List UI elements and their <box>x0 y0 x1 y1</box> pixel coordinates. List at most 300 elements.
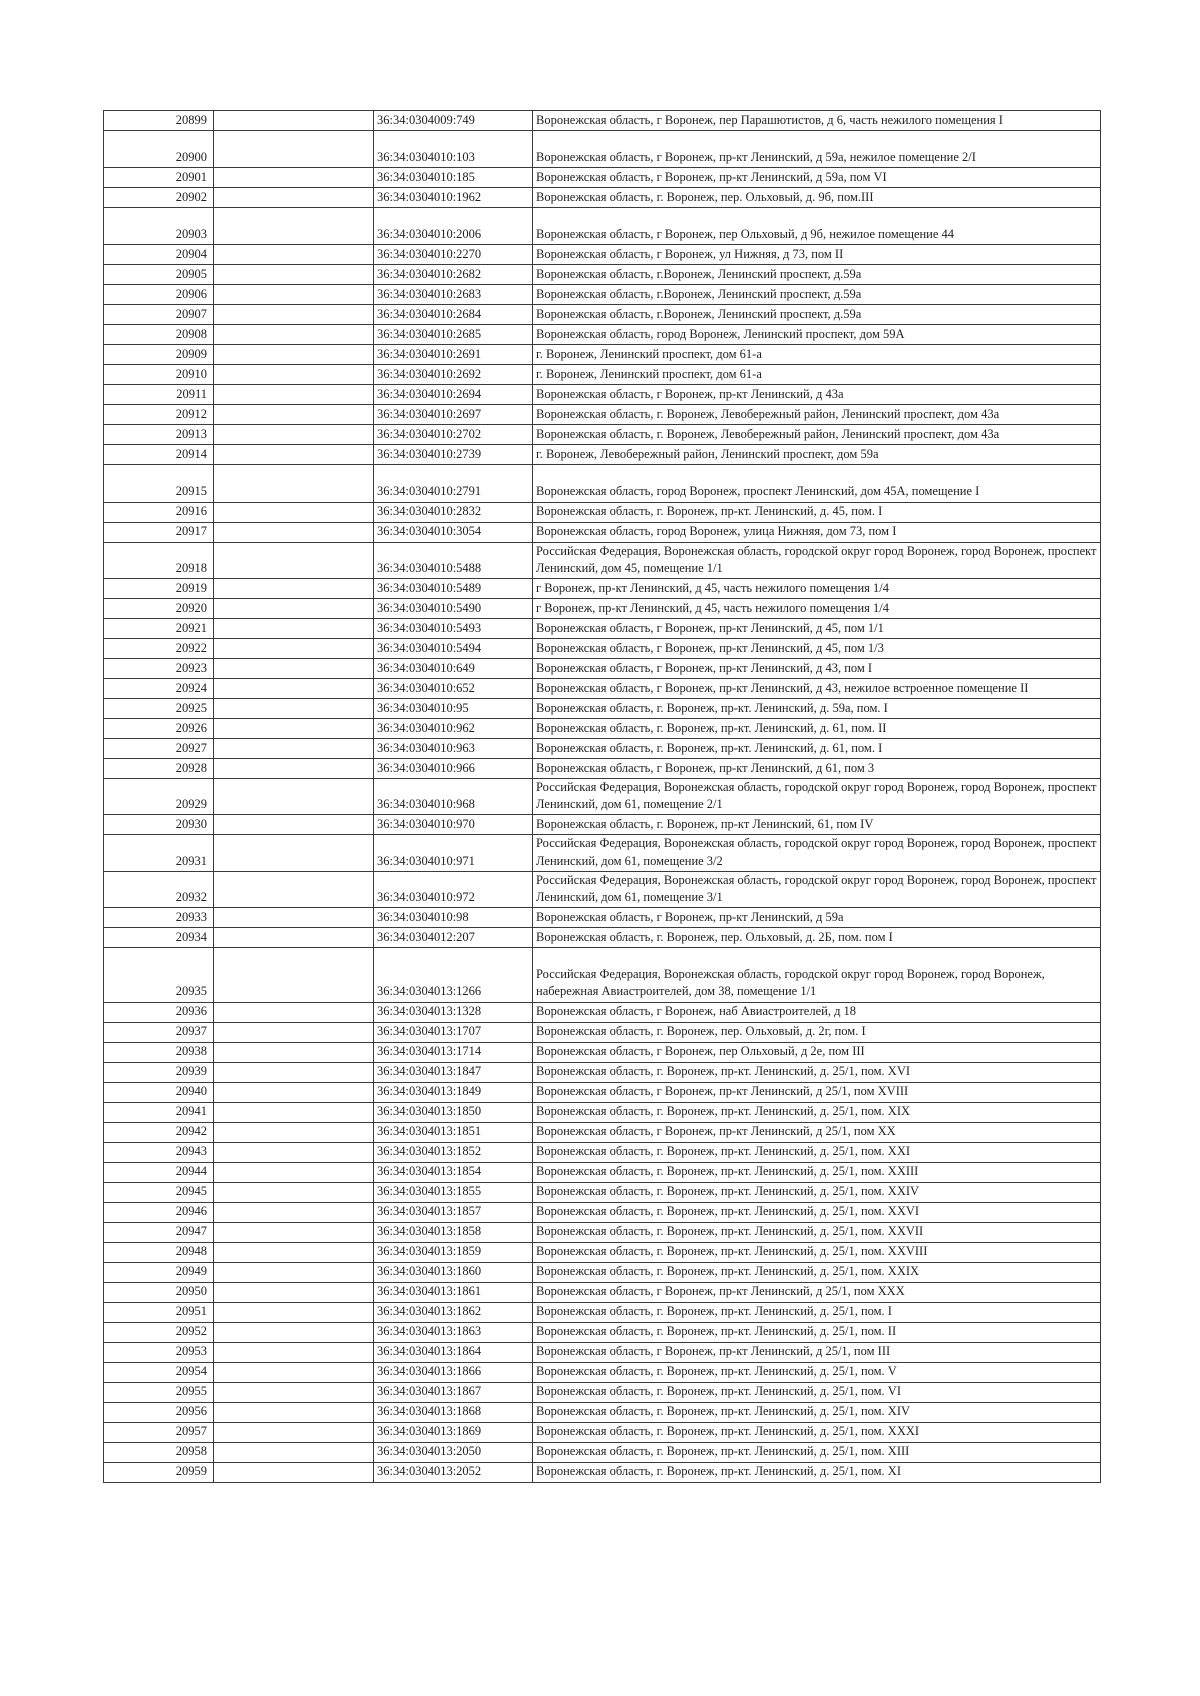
table-row <box>104 522 1101 542</box>
row-number-cell: 20958 <box>104 1442 214 1462</box>
row-number-cell: 20951 <box>104 1302 214 1322</box>
row-number-cell: 20937 <box>104 1022 214 1042</box>
row-number-cell: 20930 <box>104 815 214 835</box>
address-cell: Воронежская область, г Воронеж, пр-кт Ленинский, д 43, нежилое встроенное помещение II <box>533 679 1101 699</box>
table-row <box>104 719 1101 739</box>
empty-cell <box>214 908 374 928</box>
table-row <box>104 1282 1101 1302</box>
table-row <box>104 699 1101 719</box>
cadastral-number-cell: 36:34:0304010:2694 <box>374 385 533 405</box>
row-number-cell: 20929 <box>104 779 214 815</box>
empty-cell <box>214 659 374 679</box>
empty-cell <box>214 1062 374 1082</box>
cadastral-number-cell: 36:34:0304013:1707 <box>374 1022 533 1042</box>
address-cell: Воронежская область, г Воронеж, пр-кт Ленинский, д 61, пом 3 <box>533 759 1101 779</box>
row-number-cell: 20954 <box>104 1362 214 1382</box>
address-cell: Воронежская область, г. Воронеж, пр-кт. Ленинский, д. 25/1, пом. XXI <box>533 1142 1101 1162</box>
row-number-cell: 20923 <box>104 659 214 679</box>
empty-cell <box>214 1162 374 1182</box>
address-cell: Воронежская область, г Воронеж, пр-кт Ленинский, д 25/1, пом III <box>533 1342 1101 1362</box>
table-row <box>104 1162 1101 1182</box>
empty-cell <box>214 619 374 639</box>
address-cell: Воронежская область, г. Воронеж, Левобережный район, Ленинский проспект, дом 43а <box>533 405 1101 425</box>
table-row <box>104 405 1101 425</box>
address-cell: Воронежская область, г. Воронеж, пр-кт. Ленинский, д. 25/1, пом. XXVIII <box>533 1242 1101 1262</box>
cadastral-number-cell: 36:34:0304010:5493 <box>374 619 533 639</box>
row-number-cell: 20910 <box>104 365 214 385</box>
cadastral-number-cell: 36:34:0304010:98 <box>374 908 533 928</box>
table-row <box>104 1382 1101 1402</box>
row-number-cell: 20909 <box>104 345 214 365</box>
address-cell: Воронежская область, г. Воронеж, пр-кт Ленинский, 61, пом IV <box>533 815 1101 835</box>
empty-cell <box>214 1362 374 1382</box>
table-row <box>104 779 1101 815</box>
address-cell: Воронежская область, г Воронеж, пр-кт Ленинский, д 25/1, пом XXX <box>533 1282 1101 1302</box>
cadastral-number-cell: 36:34:0304013:1852 <box>374 1142 533 1162</box>
cadastral-number-cell: 36:34:0304010:2270 <box>374 245 533 265</box>
address-cell: Воронежская область, г. Воронеж, пр-кт. Ленинский, д. 25/1, пом. XIII <box>533 1442 1101 1462</box>
table-row <box>104 928 1101 948</box>
empty-cell <box>214 1082 374 1102</box>
empty-cell <box>214 131 374 168</box>
table-row <box>104 285 1101 305</box>
row-number-cell: 20925 <box>104 699 214 719</box>
address-cell: Воронежская область, г Воронеж, пер Парашютистов, д 6, часть нежилого помещения I <box>533 111 1101 131</box>
row-number-cell: 20927 <box>104 739 214 759</box>
row-number-cell: 20924 <box>104 679 214 699</box>
registry-table <box>103 110 1101 1483</box>
address-cell: Воронежская область, г. Воронеж, пр-кт. Ленинский, д. 25/1, пом. XVI <box>533 1062 1101 1082</box>
empty-cell <box>214 168 374 188</box>
cadastral-number-cell: 36:34:0304010:2682 <box>374 265 533 285</box>
table-row <box>104 168 1101 188</box>
address-cell: Воронежская область, г. Воронеж, пер. Ольховый, д. 2г, пом. I <box>533 1022 1101 1042</box>
row-number-cell: 20942 <box>104 1122 214 1142</box>
address-cell: Воронежская область, г. Воронеж, пр-кт. Ленинский, д. 25/1, пом. XXVII <box>533 1222 1101 1242</box>
cadastral-number-cell: 36:34:0304010:649 <box>374 659 533 679</box>
table-row <box>104 815 1101 835</box>
row-number-cell: 20904 <box>104 245 214 265</box>
cadastral-number-cell: 36:34:0304010:2684 <box>374 305 533 325</box>
address-cell: Российская Федерация, Воронежская область, городской округ город Воронеж, город Воронеж, набережная Авиастроителей, дом 38, помещение 1/1 <box>533 948 1101 1002</box>
cadastral-number-cell: 36:34:0304010:2685 <box>374 325 533 345</box>
cadastral-number-cell: 36:34:0304010:3054 <box>374 522 533 542</box>
empty-cell <box>214 325 374 345</box>
empty-cell <box>214 948 374 1002</box>
table-row <box>104 1222 1101 1242</box>
empty-cell <box>214 285 374 305</box>
address-cell: г Воронеж, пр-кт Ленинский, д 45, часть нежилого помещения 1/4 <box>533 599 1101 619</box>
empty-cell <box>214 1002 374 1022</box>
row-number-cell: 20950 <box>104 1282 214 1302</box>
table-row <box>104 425 1101 445</box>
address-cell: Воронежская область, г. Воронеж, пр-кт. Ленинский, д. 61, пом. II <box>533 719 1101 739</box>
row-number-cell: 20903 <box>104 208 214 245</box>
empty-cell <box>214 1322 374 1342</box>
address-cell: Российская Федерация, Воронежская область, городской округ город Воронеж, город Воронеж, проспект Ленинский, дом 61, помещение 3/1 <box>533 871 1101 907</box>
cadastral-number-cell: 36:34:0304009:749 <box>374 111 533 131</box>
cadastral-number-cell: 36:34:0304013:1854 <box>374 1162 533 1182</box>
table-row <box>104 1022 1101 1042</box>
cadastral-number-cell: 36:34:0304013:1867 <box>374 1382 533 1402</box>
cadastral-number-cell: 36:34:0304013:1328 <box>374 1002 533 1022</box>
address-cell: Воронежская область, г Воронеж, наб Авиастроителей, д 18 <box>533 1002 1101 1022</box>
empty-cell <box>214 1202 374 1222</box>
table-row <box>104 265 1101 285</box>
row-number-cell: 20917 <box>104 522 214 542</box>
empty-cell <box>214 815 374 835</box>
cadastral-number-cell: 36:34:0304013:1859 <box>374 1242 533 1262</box>
table-row <box>104 1062 1101 1082</box>
row-number-cell: 20935 <box>104 948 214 1002</box>
address-cell: Воронежская область, г. Воронеж, пр-кт. Ленинский, д. 25/1, пом. II <box>533 1322 1101 1342</box>
table-row <box>104 465 1101 502</box>
row-number-cell: 20936 <box>104 1002 214 1022</box>
address-cell: Воронежская область, г Воронеж, пер Ольховый, д 9б, нежилое помещение 44 <box>533 208 1101 245</box>
cadastral-number-cell: 36:34:0304010:1962 <box>374 188 533 208</box>
table-row <box>104 542 1101 578</box>
empty-cell <box>214 1142 374 1162</box>
address-cell: г. Воронеж, Ленинский проспект, дом 61-а <box>533 365 1101 385</box>
empty-cell <box>214 305 374 325</box>
empty-cell <box>214 522 374 542</box>
table-row <box>104 679 1101 699</box>
table-row <box>104 1042 1101 1062</box>
table-row <box>104 1082 1101 1102</box>
address-cell: Воронежская область, г Воронеж, пр-кт Ленинский, д 59а, нежилое помещение 2/I <box>533 131 1101 168</box>
cadastral-number-cell: 36:34:0304013:1855 <box>374 1182 533 1202</box>
table-row <box>104 1242 1101 1262</box>
empty-cell <box>214 1102 374 1122</box>
empty-cell <box>214 599 374 619</box>
table-row <box>104 131 1101 168</box>
cadastral-number-cell: 36:34:0304010:2006 <box>374 208 533 245</box>
empty-cell <box>214 188 374 208</box>
address-cell: Воронежская область, г Воронеж, пр-кт Ленинский, д 25/1, пом XVIII <box>533 1082 1101 1102</box>
empty-cell <box>214 1382 374 1402</box>
address-cell: Воронежская область, г.Воронеж, Ленинский проспект, д.59а <box>533 285 1101 305</box>
empty-cell <box>214 365 374 385</box>
table-row <box>104 1342 1101 1362</box>
row-number-cell: 20900 <box>104 131 214 168</box>
empty-cell <box>214 759 374 779</box>
address-cell: Воронежская область, г.Воронеж, Ленинский проспект, д.59а <box>533 265 1101 285</box>
table-row <box>104 345 1101 365</box>
cadastral-number-cell: 36:34:0304010:2692 <box>374 365 533 385</box>
table-row <box>104 639 1101 659</box>
row-number-cell: 20918 <box>104 542 214 578</box>
cadastral-number-cell: 36:34:0304010:962 <box>374 719 533 739</box>
table-row <box>104 305 1101 325</box>
empty-cell <box>214 928 374 948</box>
cadastral-number-cell: 36:34:0304010:972 <box>374 871 533 907</box>
table-row <box>104 948 1101 1002</box>
address-cell: г. Воронеж, Ленинский проспект, дом 61-а <box>533 345 1101 365</box>
empty-cell <box>214 1122 374 1142</box>
table-row <box>104 871 1101 907</box>
table-row <box>104 1182 1101 1202</box>
row-number-cell: 20907 <box>104 305 214 325</box>
address-cell: Воронежская область, г. Воронеж, пр-кт. Ленинский, д. 45, пом. I <box>533 502 1101 522</box>
table-row <box>104 188 1101 208</box>
row-number-cell: 20934 <box>104 928 214 948</box>
empty-cell <box>214 1022 374 1042</box>
address-cell: Воронежская область, г. Воронеж, пр-кт. Ленинский, д. 25/1, пом. XIX <box>533 1102 1101 1122</box>
table-row <box>104 208 1101 245</box>
empty-cell <box>214 835 374 871</box>
row-number-cell: 20949 <box>104 1262 214 1282</box>
row-number-cell: 20957 <box>104 1422 214 1442</box>
empty-cell <box>214 1422 374 1442</box>
cadastral-number-cell: 36:34:0304010:5488 <box>374 542 533 578</box>
cadastral-number-cell: 36:34:0304013:1847 <box>374 1062 533 1082</box>
row-number-cell: 20901 <box>104 168 214 188</box>
cadastral-number-cell: 36:34:0304013:1857 <box>374 1202 533 1222</box>
cadastral-number-cell: 36:34:0304013:1863 <box>374 1322 533 1342</box>
table-row <box>104 908 1101 928</box>
address-cell: Воронежская область, г. Воронеж, пр-кт. Ленинский, д. 25/1, пом. XXVI <box>533 1202 1101 1222</box>
address-cell: Российская Федерация, Воронежская область, городской округ город Воронеж, город Воронеж, проспект Ленинский, дом 61, помещение 3/2 <box>533 835 1101 871</box>
table-row <box>104 1262 1101 1282</box>
table-row <box>104 325 1101 345</box>
empty-cell <box>214 871 374 907</box>
cadastral-number-cell: 36:34:0304013:2052 <box>374 1462 533 1482</box>
empty-cell <box>214 265 374 285</box>
table-row <box>104 759 1101 779</box>
cadastral-number-cell: 36:34:0304010:971 <box>374 835 533 871</box>
row-number-cell: 20915 <box>104 465 214 502</box>
cadastral-number-cell: 36:34:0304013:1850 <box>374 1102 533 1122</box>
cadastral-number-cell: 36:34:0304012:207 <box>374 928 533 948</box>
address-cell: Российская Федерация, Воронежская область, городской округ город Воронеж, город Воронеж, проспект Ленинский, дом 45, помещение 1/1 <box>533 542 1101 578</box>
row-number-cell: 20921 <box>104 619 214 639</box>
empty-cell <box>214 719 374 739</box>
cadastral-number-cell: 36:34:0304013:1860 <box>374 1262 533 1282</box>
table-row <box>104 1302 1101 1322</box>
cadastral-number-cell: 36:34:0304010:2791 <box>374 465 533 502</box>
empty-cell <box>214 1342 374 1362</box>
registry-body <box>104 111 1101 1483</box>
address-cell: Воронежская область, г. Воронеж, Левобережный район, Ленинский проспект, дом 43а <box>533 425 1101 445</box>
address-cell: Воронежская область, г Воронеж, пр-кт Ленинский, д 59а, пом VI <box>533 168 1101 188</box>
cadastral-number-cell: 36:34:0304010:2702 <box>374 425 533 445</box>
address-cell: Воронежская область, г. Воронеж, пр-кт. Ленинский, д. 61, пом. I <box>533 739 1101 759</box>
empty-cell <box>214 639 374 659</box>
cadastral-number-cell: 36:34:0304010:966 <box>374 759 533 779</box>
table-row <box>104 1002 1101 1022</box>
address-cell: Воронежская область, г. Воронеж, пр-кт. Ленинский, д. 59а, пом. I <box>533 699 1101 719</box>
table-row <box>104 1362 1101 1382</box>
empty-cell <box>214 245 374 265</box>
cadastral-number-cell: 36:34:0304010:5494 <box>374 639 533 659</box>
address-cell: Воронежская область, г. Воронеж, пер. Ольховый, д. 9б, пом.III <box>533 188 1101 208</box>
address-cell: Воронежская область, г Воронеж, пр-кт Ленинский, д 45, пом 1/1 <box>533 619 1101 639</box>
row-number-cell: 20932 <box>104 871 214 907</box>
address-cell: Российская Федерация, Воронежская область, городской округ город Воронеж, город Воронеж, проспект Ленинский, дом 61, помещение 2/1 <box>533 779 1101 815</box>
address-cell: Воронежская область, город Воронеж, улица Нижняя, дом 73, пом I <box>533 522 1101 542</box>
empty-cell <box>214 425 374 445</box>
row-number-cell: 20899 <box>104 111 214 131</box>
table-row <box>104 1442 1101 1462</box>
table-row <box>104 1322 1101 1342</box>
table-row <box>104 111 1101 131</box>
address-cell: Воронежская область, г. Воронеж, пр-кт. Ленинский, д. 25/1, пом. I <box>533 1302 1101 1322</box>
empty-cell <box>214 445 374 465</box>
table-row <box>104 659 1101 679</box>
row-number-cell: 20906 <box>104 285 214 305</box>
address-cell: Воронежская область, г Воронеж, пр-кт Ленинский, д 25/1, пом XX <box>533 1122 1101 1142</box>
empty-cell <box>214 1262 374 1282</box>
table-row <box>104 599 1101 619</box>
address-cell: Воронежская область, г. Воронеж, пр-кт. Ленинский, д. 25/1, пом. XXXI <box>533 1422 1101 1442</box>
empty-cell <box>214 208 374 245</box>
empty-cell <box>214 1042 374 1062</box>
cadastral-number-cell: 36:34:0304010:652 <box>374 679 533 699</box>
table-row <box>104 1202 1101 1222</box>
table-row <box>104 619 1101 639</box>
empty-cell <box>214 1462 374 1482</box>
cadastral-number-cell: 36:34:0304010:963 <box>374 739 533 759</box>
empty-cell <box>214 699 374 719</box>
row-number-cell: 20956 <box>104 1402 214 1422</box>
row-number-cell: 20952 <box>104 1322 214 1342</box>
address-cell: Воронежская область, г Воронеж, пер Ольховый, д 2е, пом III <box>533 1042 1101 1062</box>
cadastral-number-cell: 36:34:0304010:95 <box>374 699 533 719</box>
empty-cell <box>214 1242 374 1262</box>
table-row <box>104 835 1101 871</box>
cadastral-number-cell: 36:34:0304013:1266 <box>374 948 533 1002</box>
cadastral-number-cell: 36:34:0304010:5489 <box>374 579 533 599</box>
cadastral-number-cell: 36:34:0304013:1862 <box>374 1302 533 1322</box>
table-row <box>104 1422 1101 1442</box>
empty-cell <box>214 502 374 522</box>
address-cell: Воронежская область, г. Воронеж, пер. Ольховый, д. 2Б, пом. пом I <box>533 928 1101 948</box>
empty-cell <box>214 739 374 759</box>
row-number-cell: 20912 <box>104 405 214 425</box>
row-number-cell: 20905 <box>104 265 214 285</box>
row-number-cell: 20908 <box>104 325 214 345</box>
empty-cell <box>214 405 374 425</box>
cadastral-number-cell: 36:34:0304010:968 <box>374 779 533 815</box>
address-cell: Воронежская область, г Воронеж, пр-кт Ленинский, д 59а <box>533 908 1101 928</box>
empty-cell <box>214 679 374 699</box>
table-row <box>104 1102 1101 1122</box>
row-number-cell: 20940 <box>104 1082 214 1102</box>
row-number-cell: 20919 <box>104 579 214 599</box>
cadastral-number-cell: 36:34:0304013:1714 <box>374 1042 533 1062</box>
row-number-cell: 20946 <box>104 1202 214 1222</box>
cadastral-number-cell: 36:34:0304010:2691 <box>374 345 533 365</box>
address-cell: Воронежская область, г. Воронеж, пр-кт. Ленинский, д. 25/1, пом. XXIV <box>533 1182 1101 1202</box>
address-cell: г Воронеж, пр-кт Ленинский, д 45, часть нежилого помещения 1/4 <box>533 579 1101 599</box>
empty-cell <box>214 1442 374 1462</box>
empty-cell <box>214 779 374 815</box>
row-number-cell: 20947 <box>104 1222 214 1242</box>
address-cell: Воронежская область, г.Воронеж, Ленинский проспект, д.59а <box>533 305 1101 325</box>
empty-cell <box>214 1402 374 1422</box>
cadastral-number-cell: 36:34:0304013:1851 <box>374 1122 533 1142</box>
table-row <box>104 1122 1101 1142</box>
row-number-cell: 20959 <box>104 1462 214 1482</box>
row-number-cell: 20926 <box>104 719 214 739</box>
row-number-cell: 20943 <box>104 1142 214 1162</box>
address-cell: Воронежская область, г. Воронеж, пр-кт. Ленинский, д. 25/1, пом. VI <box>533 1382 1101 1402</box>
table-row <box>104 579 1101 599</box>
empty-cell <box>214 465 374 502</box>
empty-cell <box>214 345 374 365</box>
row-number-cell: 20933 <box>104 908 214 928</box>
row-number-cell: 20955 <box>104 1382 214 1402</box>
row-number-cell: 20928 <box>104 759 214 779</box>
cadastral-number-cell: 36:34:0304010:970 <box>374 815 533 835</box>
row-number-cell: 20939 <box>104 1062 214 1082</box>
cadastral-number-cell: 36:34:0304010:185 <box>374 168 533 188</box>
address-cell: г. Воронеж, Левобережный район, Ленинский проспект, дом 59а <box>533 445 1101 465</box>
cadastral-number-cell: 36:34:0304010:2832 <box>374 502 533 522</box>
row-number-cell: 20902 <box>104 188 214 208</box>
table-row <box>104 502 1101 522</box>
row-number-cell: 20953 <box>104 1342 214 1362</box>
cadastral-number-cell: 36:34:0304010:103 <box>374 131 533 168</box>
table-row <box>104 385 1101 405</box>
row-number-cell: 20945 <box>104 1182 214 1202</box>
cadastral-number-cell: 36:34:0304013:1861 <box>374 1282 533 1302</box>
table-row <box>104 1142 1101 1162</box>
cadastral-number-cell: 36:34:0304010:5490 <box>374 599 533 619</box>
empty-cell <box>214 579 374 599</box>
empty-cell <box>214 111 374 131</box>
table-row <box>104 1402 1101 1422</box>
empty-cell <box>214 1182 374 1202</box>
address-cell: Воронежская область, г. Воронеж, пр-кт. Ленинский, д. 25/1, пом. XI <box>533 1462 1101 1482</box>
table-row <box>104 1462 1101 1482</box>
row-number-cell: 20911 <box>104 385 214 405</box>
empty-cell <box>214 1222 374 1242</box>
empty-cell <box>214 385 374 405</box>
table-row <box>104 739 1101 759</box>
address-cell: Воронежская область, г. Воронеж, пр-кт. Ленинский, д. 25/1, пом. XIV <box>533 1402 1101 1422</box>
row-number-cell: 20941 <box>104 1102 214 1122</box>
table-row <box>104 445 1101 465</box>
cadastral-number-cell: 36:34:0304013:2050 <box>374 1442 533 1462</box>
address-cell: Воронежская область, г. Воронеж, пр-кт. Ленинский, д. 25/1, пом. V <box>533 1362 1101 1382</box>
address-cell: Воронежская область, г. Воронеж, пр-кт. Ленинский, д. 25/1, пом. XXIX <box>533 1262 1101 1282</box>
table-row <box>104 245 1101 265</box>
row-number-cell: 20948 <box>104 1242 214 1262</box>
cadastral-number-cell: 36:34:0304013:1858 <box>374 1222 533 1242</box>
address-cell: Воронежская область, г Воронеж, пр-кт Ленинский, д 43а <box>533 385 1101 405</box>
address-cell: Воронежская область, г Воронеж, пр-кт Ленинский, д 45, пом 1/3 <box>533 639 1101 659</box>
cadastral-number-cell: 36:34:0304013:1868 <box>374 1402 533 1422</box>
row-number-cell: 20922 <box>104 639 214 659</box>
row-number-cell: 20944 <box>104 1162 214 1182</box>
row-number-cell: 20914 <box>104 445 214 465</box>
address-cell: Воронежская область, г Воронеж, ул Нижняя, д 73, пом II <box>533 245 1101 265</box>
row-number-cell: 20913 <box>104 425 214 445</box>
row-number-cell: 20920 <box>104 599 214 619</box>
address-cell: Воронежская область, город Воронеж, Ленинский проспект, дом 59А <box>533 325 1101 345</box>
cadastral-number-cell: 36:34:0304013:1864 <box>374 1342 533 1362</box>
empty-cell <box>214 1282 374 1302</box>
cadastral-number-cell: 36:34:0304010:2739 <box>374 445 533 465</box>
empty-cell <box>214 1302 374 1322</box>
address-cell: Воронежская область, город Воронеж, проспект Ленинский, дом 45А, помещение I <box>533 465 1101 502</box>
address-cell: Воронежская область, г Воронеж, пр-кт Ленинский, д 43, пом I <box>533 659 1101 679</box>
address-cell: Воронежская область, г. Воронеж, пр-кт. Ленинский, д. 25/1, пом. XXIII <box>533 1162 1101 1182</box>
cadastral-number-cell: 36:34:0304010:2697 <box>374 405 533 425</box>
row-number-cell: 20931 <box>104 835 214 871</box>
cadastral-number-cell: 36:34:0304013:1869 <box>374 1422 533 1442</box>
